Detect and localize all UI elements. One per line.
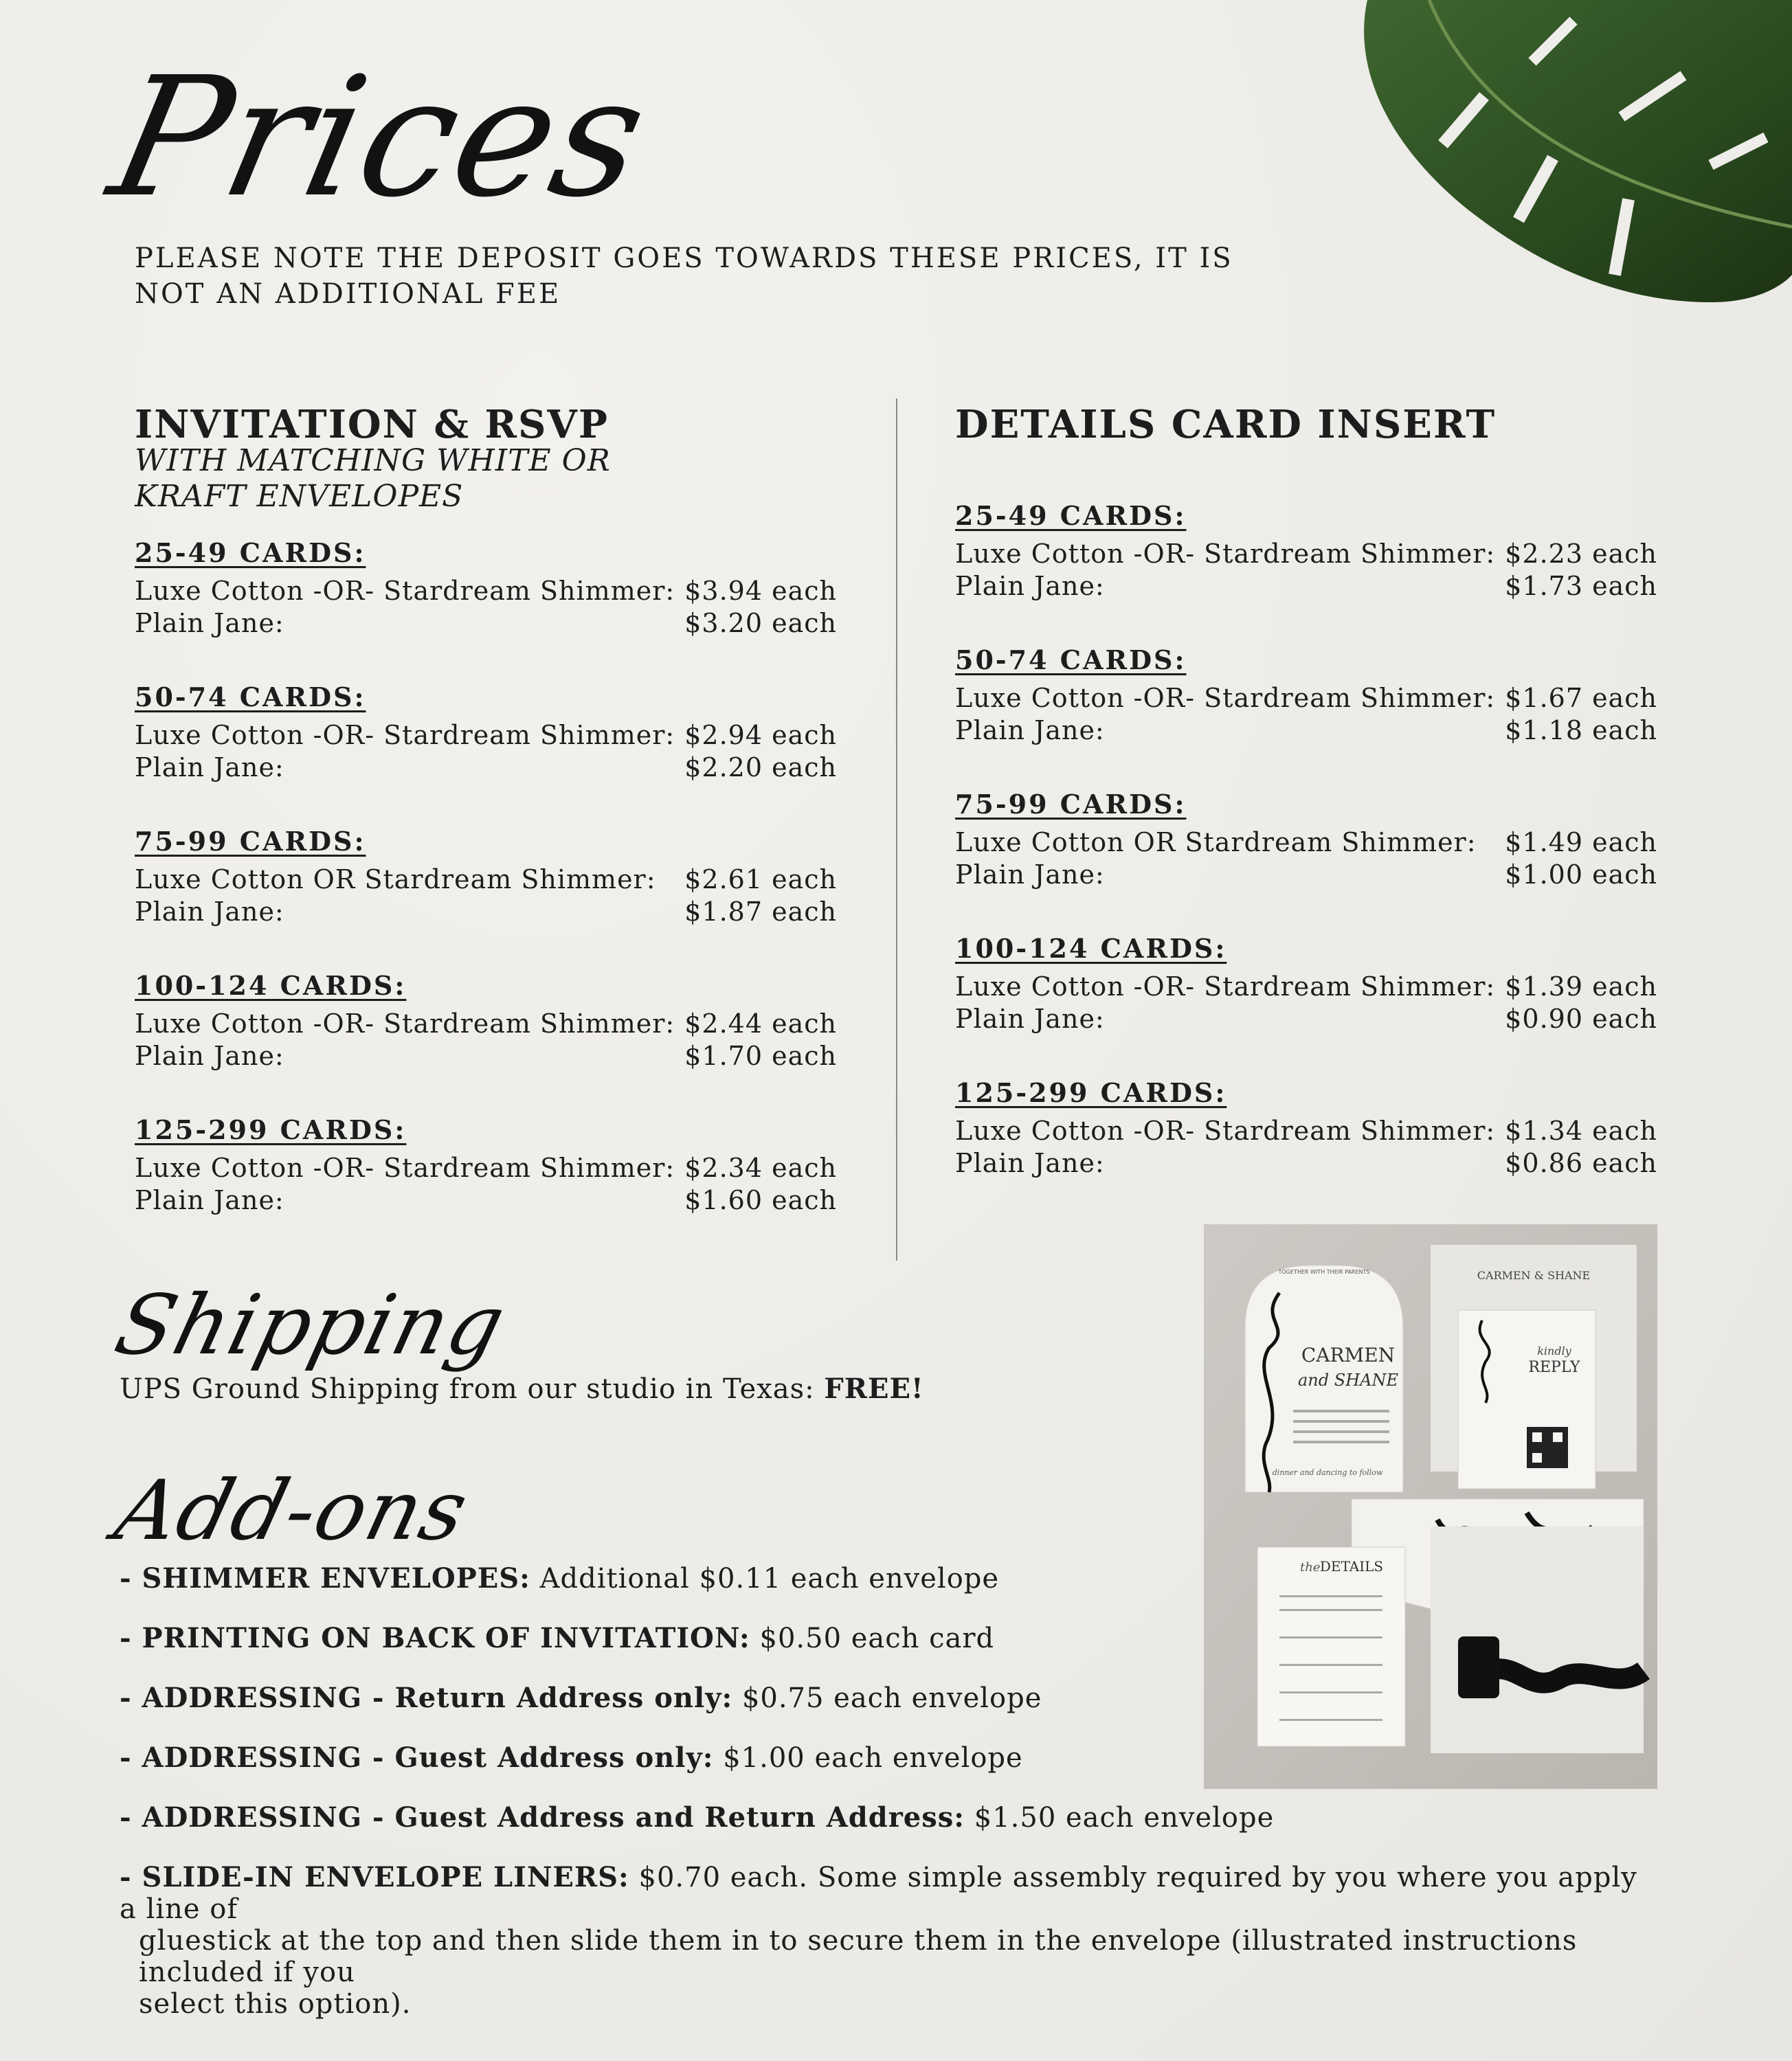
invitation-tier-100-124 <box>135 970 837 1072</box>
shipping-text <box>120 1373 924 1405</box>
reply-script: kindly <box>1537 1344 1571 1358</box>
envelope-names: CARMEN & SHANE <box>1477 1269 1591 1282</box>
plain-label: Plain Jane: <box>135 897 284 927</box>
addon-label: - ADDRESSING - Return Address only: <box>120 1682 733 1714</box>
premium-price: $2.94 each <box>684 720 837 750</box>
details-tier-125-299 <box>955 1077 1657 1180</box>
addon-text: $0.70 each. Some simple assembly required by you where you apply a line of <box>120 1862 1637 1925</box>
addon-text: $1.50 each envelope <box>974 1802 1275 1834</box>
invite-name-1: CARMEN <box>1301 1344 1396 1366</box>
premium-label: Luxe Cotton -OR- Stardream Shimmer: <box>135 1153 675 1183</box>
details-title: DETAILS CARD INSERT <box>955 402 1497 447</box>
premium-price: $3.94 each <box>684 576 837 606</box>
plain-price: $1.87 each <box>684 897 837 927</box>
plain-label: Plain Jane: <box>955 859 1105 890</box>
addon-text: Additional $0.11 each envelope <box>539 1563 1000 1595</box>
premium-price: $1.39 each <box>1505 971 1657 1002</box>
premium-label: Luxe Cotton -OR- Stardream Shimmer: <box>955 1116 1496 1146</box>
plain-label: Plain Jane: <box>135 1185 284 1215</box>
addon-label: - ADDRESSING - Guest Address only: <box>120 1742 714 1774</box>
addon-text-line2: gluestick at the top and then slide them in to secure them in the envelope (illustrated instructions included if you <box>139 1925 1578 1988</box>
tier-label: 25-49 CARDS: <box>135 537 366 568</box>
invitation-subtitle-1: WITH MATCHING WHITE OR <box>135 443 611 478</box>
premium-price: $2.34 each <box>684 1153 837 1183</box>
premium-price: $1.34 each <box>1505 1116 1657 1146</box>
details-tier-25-49 <box>955 500 1657 602</box>
premium-label: Luxe Cotton -OR- Stardream Shimmer: <box>135 720 675 750</box>
page-title: Prices <box>96 41 663 234</box>
tier-label: 75-99 CARDS: <box>955 789 1187 820</box>
addon-text: $0.50 each card <box>759 1623 995 1654</box>
plain-price: $1.60 each <box>684 1185 837 1215</box>
plain-price: $3.20 each <box>684 608 837 638</box>
premium-price: $1.49 each <box>1505 827 1657 857</box>
tier-label: 100-124 CARDS: <box>955 933 1227 964</box>
premium-label: Luxe Cotton -OR- Stardream Shimmer: <box>135 576 675 606</box>
shipping-description: UPS Ground Shipping from our studio in Texas: <box>120 1373 815 1405</box>
plain-label: Plain Jane: <box>135 1041 284 1071</box>
tier-label: 75-99 CARDS: <box>135 826 366 857</box>
plain-price: $0.86 each <box>1505 1148 1657 1178</box>
plain-label: Plain Jane: <box>135 608 284 638</box>
column-divider <box>896 398 897 1261</box>
premium-label: Luxe Cotton -OR- Stardream Shimmer: <box>955 539 1496 569</box>
plain-price: $1.18 each <box>1505 715 1657 745</box>
invite-name-2: and SHANE <box>1298 1371 1398 1390</box>
addons-heading: Add-ons <box>106 1463 478 1559</box>
plain-price: $0.90 each <box>1505 1004 1657 1034</box>
invitation-suite-photo <box>1204 1224 1657 1789</box>
invitation-tier-75-99 <box>135 826 837 928</box>
invitation-title: INVITATION & RSVP <box>135 402 609 447</box>
tier-label: 50-74 CARDS: <box>135 682 366 712</box>
addon-text-line3: select this option). <box>139 1988 412 2020</box>
details-script: the <box>1300 1560 1321 1575</box>
plain-label: Plain Jane: <box>135 752 284 782</box>
tier-label: 125-299 CARDS: <box>135 1114 407 1145</box>
details-tier-50-74 <box>955 644 1657 747</box>
premium-label: Luxe Cotton -OR- Stardream Shimmer: <box>135 1009 675 1039</box>
addon-label: - ADDRESSING - Guest Address and Return Address: <box>120 1801 965 1834</box>
addon-item <box>120 1802 1645 1834</box>
details-card-title: DETAILS <box>1319 1558 1384 1575</box>
invitation-tier-50-74 <box>135 682 837 784</box>
reply-title: REPLY <box>1528 1359 1580 1376</box>
details-tier-100-124 <box>955 933 1657 1035</box>
tier-label: 50-74 CARDS: <box>955 644 1187 675</box>
addon-text: $1.00 each envelope <box>723 1742 1023 1774</box>
addon-label: - SHIMMER ENVELOPES: <box>120 1562 530 1595</box>
shipping-value: FREE! <box>824 1373 924 1405</box>
plain-label: Plain Jane: <box>955 571 1105 601</box>
premium-label: Luxe Cotton OR Stardream Shimmer: <box>135 864 656 894</box>
plain-label: Plain Jane: <box>955 1004 1105 1034</box>
arch-top-text: TOGETHER WITH THEIR PARENTS <box>1278 1269 1370 1275</box>
premium-price: $2.61 each <box>684 864 837 894</box>
premium-label: Luxe Cotton OR Stardream Shimmer: <box>955 827 1477 857</box>
addon-item-liners <box>120 1862 1645 2020</box>
plain-price: $1.70 each <box>684 1041 837 1071</box>
premium-price: $2.23 each <box>1505 539 1657 569</box>
premium-price: $1.67 each <box>1505 683 1657 713</box>
addon-label: - SLIDE-IN ENVELOPE LINERS: <box>120 1861 629 1893</box>
dinner-text: dinner and dancing to follow <box>1272 1468 1383 1477</box>
tier-label: 25-49 CARDS: <box>955 500 1187 531</box>
plain-price: $2.20 each <box>684 752 837 782</box>
invitation-tier-125-299 <box>135 1114 837 1217</box>
invitation-subtitle-2: KRAFT ENVELOPES <box>135 479 464 514</box>
premium-label: Luxe Cotton -OR- Stardream Shimmer: <box>955 683 1496 713</box>
plain-price: $1.00 each <box>1505 859 1657 890</box>
premium-label: Luxe Cotton -OR- Stardream Shimmer: <box>955 971 1496 1002</box>
monstera-leaf-icon <box>1326 0 1792 316</box>
addon-text: $0.75 each envelope <box>741 1682 1042 1714</box>
premium-price: $2.44 each <box>684 1009 837 1039</box>
plain-label: Plain Jane: <box>955 1148 1105 1178</box>
addon-label: - PRINTING ON BACK OF INVITATION: <box>120 1622 750 1654</box>
plain-price: $1.73 each <box>1505 571 1657 601</box>
details-tier-75-99 <box>955 789 1657 891</box>
shipping-heading: Shipping <box>106 1278 515 1373</box>
tier-label: 100-124 CARDS: <box>135 970 407 1001</box>
plain-label: Plain Jane: <box>955 715 1105 745</box>
invitation-tier-25-49 <box>135 537 837 640</box>
tier-label: 125-299 CARDS: <box>955 1077 1227 1108</box>
deposit-note: PLEASE NOTE THE DEPOSIT GOES TOWARDS THESE PRICES, IT IS NOT AN ADDITIONAL FEE <box>135 243 1233 310</box>
